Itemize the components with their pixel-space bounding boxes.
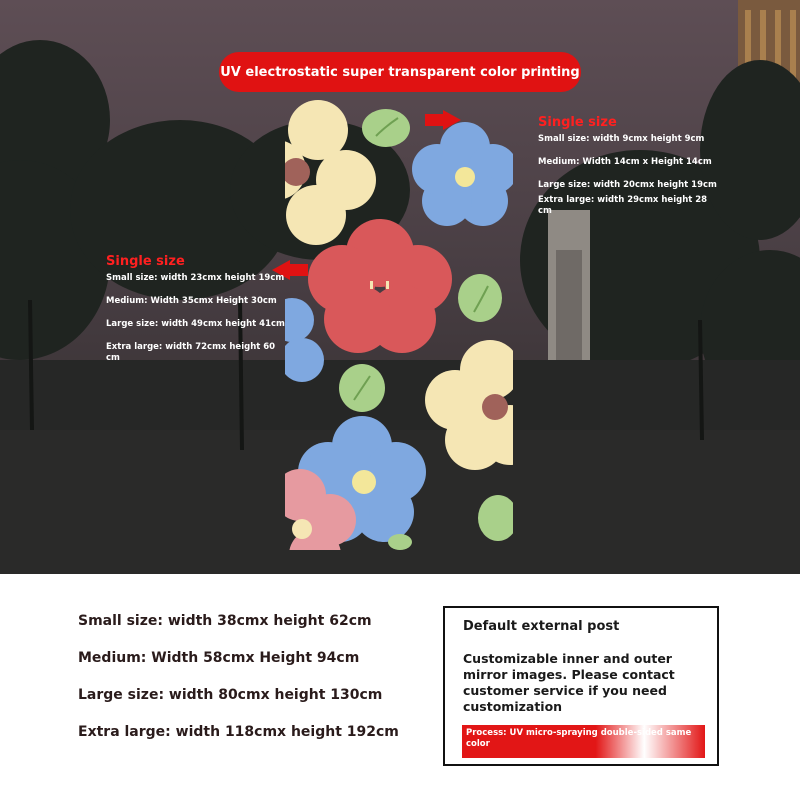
leaf-icon bbox=[388, 534, 412, 550]
size-line-small: Small size: width 38cmx height 62cm bbox=[78, 613, 372, 629]
customization-info-box bbox=[443, 606, 719, 766]
overall-size-list bbox=[78, 612, 399, 760]
blue-flower-icon bbox=[412, 122, 518, 226]
size-line-medium: Medium: Width 58cmx Height 94cm bbox=[78, 650, 360, 666]
yellow-flower-icon bbox=[246, 100, 376, 245]
single-size-spec-right bbox=[538, 117, 718, 229]
spec-line: Large size: width 20cmx height 19cm bbox=[538, 180, 717, 190]
spec-title: Single size bbox=[106, 254, 185, 269]
spec-line: Extra large: width 29cmx height 28 cm bbox=[538, 195, 708, 216]
spec-line: Medium: Width 14cm x Height 14cm bbox=[538, 157, 712, 167]
single-size-spec-left bbox=[106, 256, 291, 376]
leaf-icon bbox=[339, 364, 385, 412]
leaf-icon bbox=[478, 495, 518, 541]
spec-line: Large size: width 49cmx height 41cm bbox=[106, 319, 285, 329]
spec-line: Small size: width 9cmx height 9cm bbox=[538, 134, 705, 144]
spec-line: Extra large: width 72cmx height 60 cm bbox=[106, 342, 276, 363]
spec-line: Small size: width 23cmx height 19cm bbox=[106, 273, 285, 283]
info-box-title: Default external post bbox=[463, 619, 620, 634]
info-box-body: Customizable inner and outer mirror images. Please contact customer service if you need customization bbox=[463, 651, 675, 714]
process-label: Process: UV micro-spraying double-sided same color bbox=[462, 725, 705, 758]
leaf-icon bbox=[362, 109, 410, 147]
size-line-extra-large: Extra large: width 118cmx height 192cm bbox=[78, 724, 399, 740]
spec-title: Single size bbox=[538, 115, 617, 130]
spec-line: Medium: Width 35cmx Height 30cm bbox=[106, 296, 277, 306]
size-line-large: Large size: width 80cmx height 130cm bbox=[78, 687, 383, 703]
yellow-flower-icon bbox=[425, 340, 540, 470]
leaf-icon bbox=[458, 274, 502, 322]
feature-banner: UV electrostatic super transparent color printing bbox=[219, 52, 581, 92]
